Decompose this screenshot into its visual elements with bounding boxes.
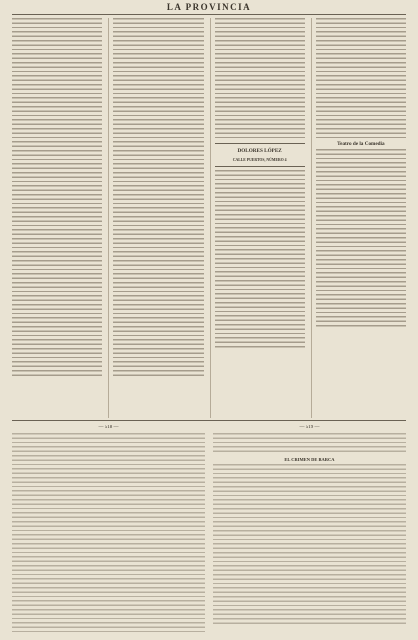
column-2 xyxy=(108,18,203,418)
masthead xyxy=(12,0,406,15)
column-text xyxy=(113,18,203,378)
advert-headline: DOLORES LÓPEZ xyxy=(237,148,282,154)
lower-right-page xyxy=(213,425,406,632)
serial-text xyxy=(12,433,205,632)
column-text xyxy=(316,18,406,138)
section-headline: Teatro de la Comedia xyxy=(337,141,385,147)
column-4 xyxy=(311,18,406,418)
column-1 xyxy=(12,18,102,418)
lower-left-page xyxy=(12,425,205,632)
masthead-title: LA PROVINCIA xyxy=(166,2,252,12)
column-text xyxy=(316,149,406,329)
advert-subhead: CALLE PUERTOS, NÚMERO 4 xyxy=(232,158,287,162)
page-number: — 519 — xyxy=(299,425,320,430)
column-text xyxy=(215,170,305,350)
columns xyxy=(12,18,406,418)
serial-text xyxy=(213,433,406,453)
column-text xyxy=(12,18,102,378)
page-number: — 518 — xyxy=(98,425,119,430)
chapter-heading: EL CRIMEN DE BARCA xyxy=(284,457,335,462)
lower-section xyxy=(12,420,406,632)
column-3 xyxy=(210,18,305,418)
advert-box xyxy=(215,143,305,167)
upper-section xyxy=(12,0,406,418)
column-text xyxy=(215,18,305,138)
serial-text xyxy=(213,464,406,624)
